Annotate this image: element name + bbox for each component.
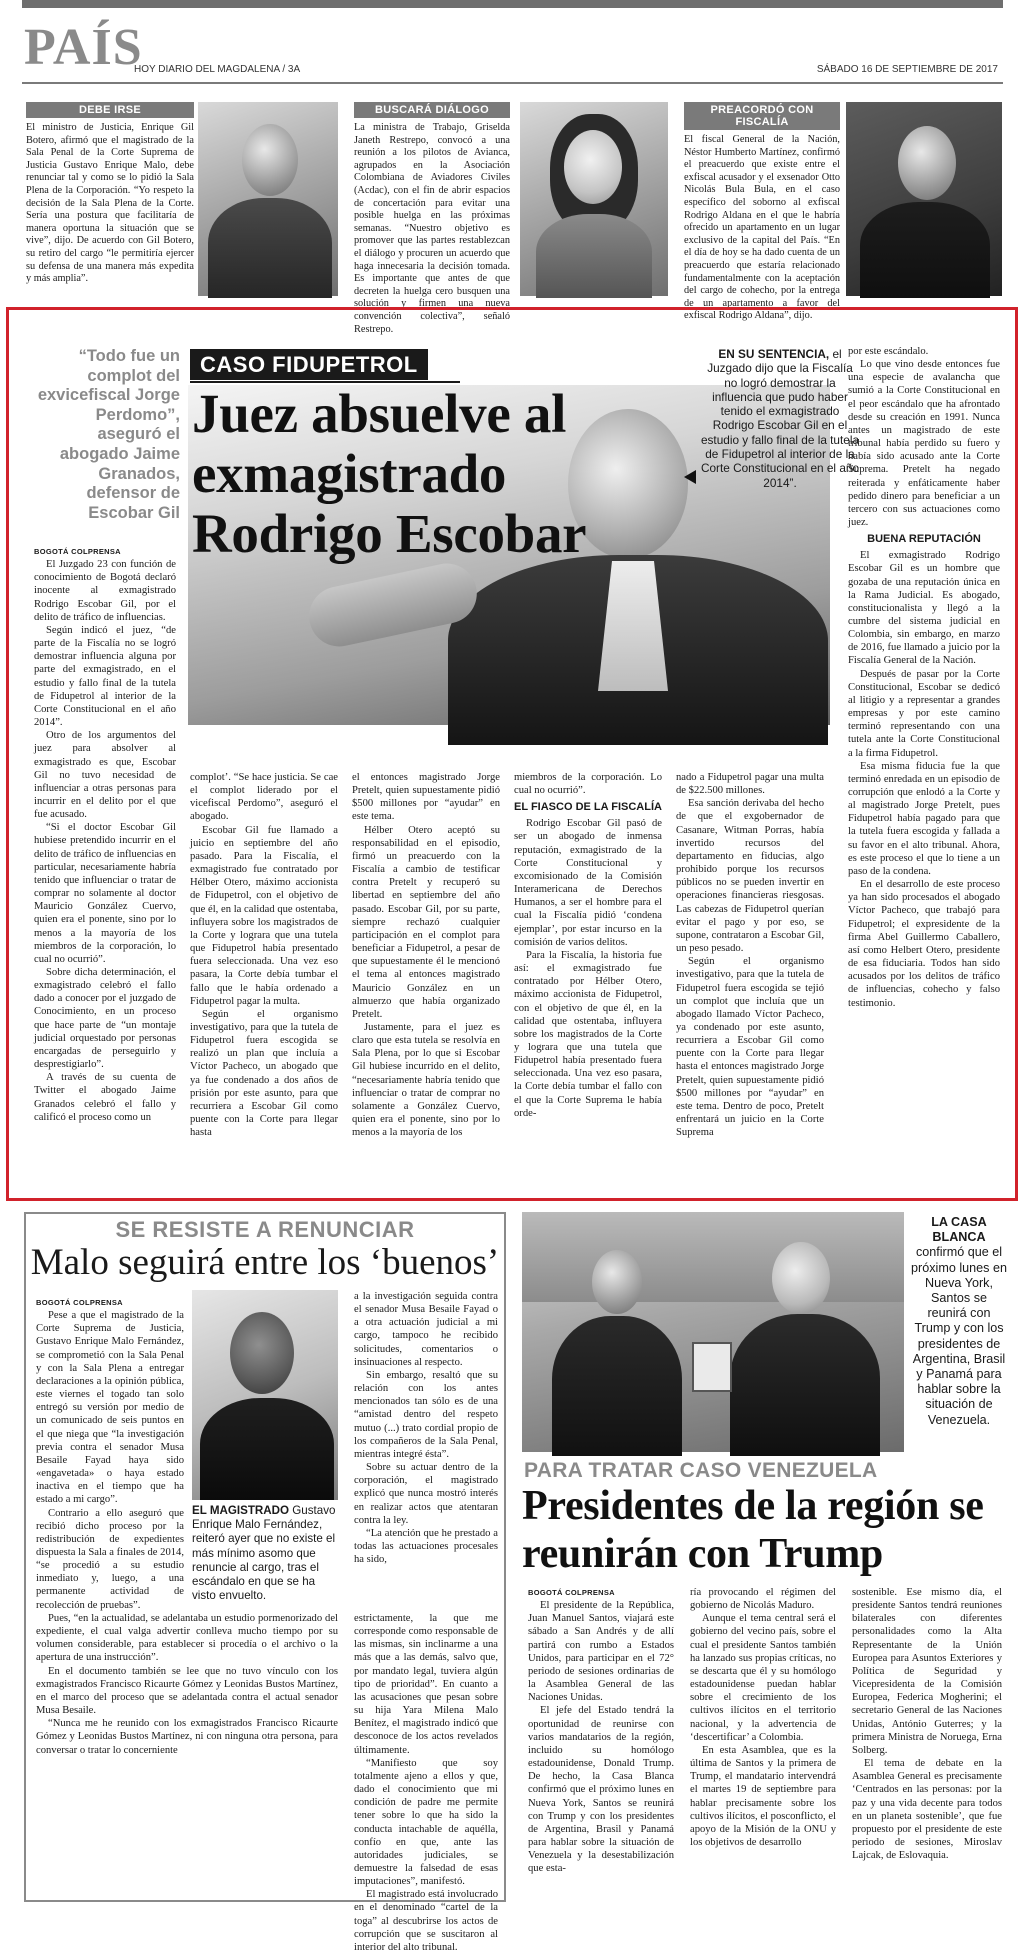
lead-column-2 — [190, 771, 338, 1195]
lead-headline: Juez absuelve al exmagistrado Rodrigo Escobar — [192, 383, 587, 564]
paragraph: ría provocando el régimen del gobierno de Nicolás Maduro. — [690, 1587, 836, 1612]
malo-column-3-lower — [354, 1612, 498, 1953]
photo-gustavo-malo — [192, 1290, 338, 1500]
malo-kicker: SE RESISTE A RENUNCIAR — [115, 1217, 415, 1242]
paragraph: En esta Asamblea, que es la última de Santos y la primera de Trump, el mandatario intervendrá el martes 19 de septiembre para hablar precisamente sobre los cultivos ilícitos, el posconflicto, el apoyo de la Misión de la ONU y los objetivos de desarrollo — [690, 1744, 836, 1848]
lead-photo-caption — [700, 347, 860, 490]
paragraph: Esa sanción derivaba del hecho de que el exgobernador de Casanare, Witman Porras, había invertido recursos del departamento en fiducias, algo prohibido porque los recursos públicos no se pueden invertir en operaciones financieras riesgosas. Las cabezas de Fidupetrol querían evitar el pago y por eso, se supone, contrataron a Escobar Gil, un peso pesado. — [676, 798, 824, 955]
paragraph: Sin embargo, resaltó que su relación con los antes mencionados tan sólo es de una “amistad dentro del respeto mutuo (...) trato cordial propio de los compañeros de la Sala Penal, mientras integré ésta”. — [354, 1369, 498, 1460]
caption-lead-in: LA CASA BLANCA — [931, 1215, 987, 1245]
paragraph: Según el organismo investigativo, para que la tutela de Fidupetrol fuera escogida se tejió un complot que incluía que un abogado llamado Víctor Pacheco, ya condenado por este asunto, recurriera a Escobar Gil como puente con la Corte para llegar hasta el entonces magistrado Jorge Pretelt, quien supuestamente pidió $500 millones por “ayudar” en este tema. Dentro de poco, Pretelt enfrentará un juicio en la Corte Suprema — [676, 956, 824, 1139]
brief-buscara-dialogo — [354, 102, 510, 336]
paragraph: “Nunca me he reunido con los exmagistrados Francisco Ricaurte Gómez y Leonidas Bustos Martínez, ni con ninguna otra persona, para conversar o tratar lo concerniente — [36, 1718, 338, 1756]
paragraph: A través de su cuenta de Twitter el abogado Jaime Granados celebró el fallo y calificó el proceso como un — [34, 1072, 176, 1123]
paragraph: Escobar Gil fue llamado a juicio en septiembre del año pasado. Para la Fiscalía, el exmagistrado fue contratado por Hélber Otero, máximo accionista de Fidupetrol, con el objetivo de que él, en la calidad que ostentaba, influyera sobre los magistrados de la Corte y lograra que una tutela que Fidupetrol había presentado fuera seleccionada. Una vez eso pasara, la Corte debía tumbar el fallo que le había ordenado a Fidupetrol pagar la multa. — [190, 824, 338, 1007]
top-rule — [22, 0, 1003, 8]
lead-column-5 — [676, 771, 824, 1195]
caption-pointer-icon — [684, 470, 696, 484]
trump-kicker: PARA TRATAR CASO VENEZUELA — [524, 1459, 878, 1482]
photo-fiscal-general — [846, 102, 1002, 296]
photo-santos-trump — [522, 1212, 904, 1452]
brief-kicker: BUSCARÁ DIÁLOGO — [354, 102, 510, 118]
paragraph: El jefe del Estado tendrá la oportunidad de reunirse con varios mandatarios de la región, incluido su homólogo estadounidense, Donald Trump. De hecho, la Casa Blanca confirmó que el próximo lunes en Nueva York, Santos se reunirá con Trump y con los presidentes de Argentina, Brasil y Panamá para hablar sobre la situación de Venezuela y la desestabilización que esta- — [528, 1705, 674, 1875]
paragraph: Pese a que el magistrado de la Corte Suprema de Justicia, Gustavo Enrique Malo Fernández, se comprometió con la Sala Penal y con la Sala Plena a entregar declaraciones a la opinión pública, este viernes el togado tan solo entregó su versión por medio de un comunicado de seis puntos en el que niega que “la investigación previa contra el senador Musa Besaile Fayad haya sido «engavetada» o haya estado inactiva en el tiempo que ha estado a mi cargo”. — [36, 1310, 184, 1506]
pull-quote: “Todo fue un complot del exvicefiscal Jorge Perdomo”, aseguró el abogado Jaime Granados, defensor de Escobar Gil — [37, 347, 180, 522]
brief-text: El fiscal General de la Nación, Néstor Humberto Martínez, confirmó el preacuerdo que existe entre el exfiscal acusador y el exsenador Otto Nicolás Bula Bula, en el caso específico del soborno al exfiscal Rodrigo Aldana en el que le habría ofrecido un apartamento en un lugar exclusivo de la capital del País. “En el día de hoy se ha dado cuenta de un preacuerdo que estaría relacionado fundamentalmente con la aceptación del cargo de cohecho, por la entrega de un apartamento a favor del exfiscal Rodrigo Aldana”, dijo. — [684, 134, 840, 322]
paragraph: Para la Fiscalía, la historia fue así: el exmagistrado fue contratado por Hélber Otero, máximo accionista de Fidupetrol, con el objetivo de que él, en la calidad que ostentaba, influyera sobre los magistrados de la Corte y lograra que una tutela que Fidupetrol había presentado fuera seleccionada. Una vez eso pasara, la Corte debía tumbar el fallo con el que la Corte Suprema le había orde- — [514, 949, 662, 1119]
paragraph: miembros de la corporación. Lo cual no ocurrió”. — [514, 772, 662, 797]
paper-name: HOY DIARIO DEL MAGDALENA / 3A — [134, 64, 301, 75]
paragraph: Lo que vino desde entonces fue una especie de avalancha que sumió a la Corte Constitucional en el peor escándalo que ha afrontado desde su creación en 1991. Nunca antes un magistrado de este tribunal había perdido su fuero y había sido acusado ante la Corte Suprema. Pretelt ha negado reiterada y enfáticamente haber pedido dinero para beneficiar a un tercero con sus actuaciones como juez. — [848, 359, 1000, 529]
paragraph: El magistrado está involucrado en el denominado “cartel de la toga” al descubrirse los actos de corrupción que se suscitaron al interior del alto tribunal. — [354, 1889, 498, 1953]
trump-column-3 — [852, 1586, 1002, 1902]
lead-column-4 — [514, 771, 662, 1195]
section-title: PAÍS — [24, 19, 143, 76]
lead-column-3 — [352, 771, 500, 1195]
paragraph: Después de pasar por la Corte Constitucional, Escobar se dedicó al litigio y a representar a grandes empresas y por este camino terminó representando con una tutela ante la Corte Constitucional a la firma Fidupetrol. — [848, 668, 1000, 759]
trump-headline: Presidentes de la región se reunirán con Trump — [522, 1483, 984, 1577]
paragraph: En el documento también se lee que no tuvo vínculo con los exmagistrados Francisco Ricaurte Gómez y Leonidas Bustos Martínez, en el marco del proceso que se adelantada contra el actual senador Musa Besaile. — [36, 1665, 338, 1717]
brief-debe-irse — [26, 102, 194, 286]
brief-text: El ministro de Justicia, Enrique Gil Botero, afirmó que el magistrado de la Sala Penal de la Corte Suprema de Justicia Gustavo Enrique Malo, debe renunciar tal y como se lo pidió la Sala Plena de la Corporación. “Yo respeto la decisión de la Sala Plena de la Corte. Sería una postura que facilitaría de manera oportuna la situación que se vive”, dijo. De acuerdo con Gil Botero, su retiro del cargo “le permitiría ejercer su defensa de una manera más expedita y más amplia”. — [26, 122, 194, 285]
caption-lead-in: EL MAGISTRADO — [192, 1504, 290, 1517]
issue-date: SÁBADO 16 DE SEPTIEMBRE DE 2017 — [816, 64, 998, 75]
paragraph: complot’. “Se hace justicia. Se cae el complot liderado por el vicefiscal Perdomo”, aseguró el abogado. — [190, 772, 338, 823]
brief-preacordo — [684, 102, 840, 323]
paragraph: Hélber Otero aceptó su responsabilidad en el episodio, firmó un preacuerdo con la Fiscalía a cambio de testificar contra Pretelt y recuperó su libertad en septiembre del año pasado. Escobar Gil, por su parte, siempre rechazó cualquier participación en el complot para beneficiar a Fidupetrol, a pesar de que supuestamente él le mencionó el tema al entonces magistrado Mauricio González en un almuerzo que había organizado Pretelt. — [352, 824, 500, 1020]
paragraph: El tema de debate en la Asamblea General es precisamente ‘Centrados en las personas: por la paz y una vida decente para todos en un planeta sostenible’, que fue propuesto por el presidente de este periodo de sesiones, Miroslav Lajcak, de Eslovaquia. — [852, 1758, 1002, 1862]
paragraph: a la investigación seguida contra el senador Musa Besaile Fayad o a otra actuación judicial a mi cargo, tampoco he recibido solicitudes, comentarios o insinuaciones al respecto. — [354, 1291, 498, 1368]
malo-headline: Malo seguirá entre los ‘buenos’ — [30, 1242, 500, 1283]
paragraph: por este escándalo. — [848, 346, 929, 357]
paragraph: Sobre dicha determinación, el exmagistrado celebró el fallo dado a conocer por el juzgado de Conocimiento, en un proceso que hace parte de “un montaje judicial orquestado por personas encargadas de perseguirlo y desprestigiarlo”. — [34, 967, 176, 1071]
malo-photo-caption — [192, 1504, 342, 1603]
paragraph: Contrario a ello aseguró que recibió dicho proceso por la redistribución de expedientes dispuesta la Sala a finales de 2014, “se procedió a su estudio inmediato y, luego, a una permanente actividad de recolección de pruebas”. — [36, 1507, 184, 1611]
paragraph: En el desarrollo de este proceso ya han sido procesados el abogado Víctor Pacheco, que trabajó para Fidupetrol; el expresidente de la firma Abel Guillermo Caballero, así como Helbert Otero, presidente de esa fiduciaria. Todos han sido acusados por los delitos de tráfico de influencias, cohecho y falso testimonio. — [848, 879, 1000, 1009]
malo-column-1-lower — [36, 1612, 338, 1896]
brief-kicker: PREACORDÓ CON FISCALÍA — [684, 102, 840, 130]
paragraph: Rodrigo Escobar Gil pasó de ser un abogado de inmensa reputación, exmagistrado de la Corte Constitucional y excomisionado de la Comisión Interamericana de Derechos Humanos, a ser el hombre para el cual la Fiscalía pidió ‘condena ejemplar’, por estar incurso en la comisión de varios delitos. — [514, 818, 662, 948]
trump-photo-caption — [910, 1215, 1008, 1428]
trump-column-2 — [690, 1586, 836, 1902]
caption-text: Gustavo Enrique Malo Fernández, reiteró ayer que no existe el más mínimo asomo que renuncie al cargo, tras el escándalo en que se ha visto envuelto. — [192, 1504, 336, 1603]
brief-kicker: DEBE IRSE — [26, 102, 194, 118]
paragraph: Sobre su actuar dentro de la corporación, el magistrado explicó que nunca mostró interés en realizar actos que atentaran contra la ley. — [354, 1462, 498, 1526]
paragraph: “La atención que he prestado a todas las actuaciones procesales ha sido, — [354, 1527, 498, 1566]
lead-column-1 — [34, 545, 176, 1195]
malo-column-1 — [36, 1296, 184, 1611]
subheading-fiasco: EL FIASCO DE LA FISCALÍA — [514, 801, 662, 814]
byline: BOGOTÁ COLPRENSA — [34, 547, 121, 556]
photo-minister-justice — [198, 102, 338, 296]
paragraph: Pues, “en la actualidad, se adelantaba un estudio pormenorizado del expediente, el cual valga advertir conlleva mucho tiempo por su volumen considerable, para establecer si procedía o el archivo o la apertura de una instrucción”. — [36, 1613, 338, 1664]
paragraph: El presidente de la República, Juan Manuel Santos, viajará este sábado a San Andrés y de allí partirá con rumbo a Estados Unidos, para participar en el 72° periodo de sesiones ordinarias de la Asamblea General de las Naciones Unidas. — [528, 1600, 674, 1704]
lead-kicker: CASO FIDUPETROL — [190, 349, 428, 380]
paragraph: sostenible. Ese mismo día, el presidente Santos tendrá reuniones bilaterales con diferentes personalidades como la Alta Representante de la Unión Europea para Asuntos Exteriores y Política de Seguridad y Vicepresidenta de la Comisión Europea, Federica Mogherini; el secretario General de las Naciones Unidas, António Guterres; y la primera Ministra de Noruega, Erna Solberg. — [852, 1587, 1002, 1756]
photo-minister-labor — [520, 102, 668, 296]
caption-lead-in: EN SU SENTENCIA, — [718, 347, 830, 361]
paragraph: Otro de los argumentos del juez para absolver al exmagistrado es que, Escobar Gil no tuvo necesidad de influenciar a otras personas para incurrir en el delito por el que fue acusado. — [34, 730, 176, 821]
paragraph: El Juzgado 23 con función de conocimiento de Bogotá declaró inocente al exmagistrado Rodrigo Escobar Gil, por el delito de tráfico de influencias. — [34, 559, 176, 623]
brief-text: La ministra de Trabajo, Griselda Janeth Restrepo, convocó a una reunión a los pilotos de Avianca, agrupados en la Asociación Colombiana de Aviadores Civiles (Acdac), con el fin de abrir espacios de concertación para evitar una posible huelga en las próximas semanas. “Nuestro objetivo es promover que las partes restablezcan el diálogo y procuren un acuerdo que haga innecesaria la decisión tomada. Es importante que antes de que decreten la huelga cero busquen una solución y firmen una nueva convención colectiva”, señaló Restrepo. — [354, 122, 510, 335]
caption-text: el Juzgado dijo que la Fiscalía no logró demostrar la influencia que pudo haber tenido el exmagistrado Rodrigo Escobar Gil en el estudio y fallo final de la tutela de Fidupetrol al interior de la Corte Constitucional en el año 2014”. — [700, 347, 860, 490]
subheading-buena-reputacion: BUENA REPUTACIÓN — [867, 533, 981, 546]
masthead-rule — [22, 82, 1003, 84]
paragraph: Esa misma fiducia fue la que terminó enredada en un episodio de corrupción que enlodó a la Corte y al magistrado Jorge Pretelt, pues Fidupetrol había pagado para que la tutela fuera escogida y fallada a su favor en el alto tribunal. Ahora, es este proceso el que lo tiene a un paso de la condena. — [848, 760, 1000, 877]
paragraph: Justamente, para el juez es claro que esta tutela se resolvía en Sala Plena, por lo que si Escobar Gil hubiese incurrido en el delito, “necesariamente habría tenido que influenciar o tratar de comprar no solamente a González Cuervo, quien era el ponente, sino por lo menos a la mayoría de los — [352, 1021, 500, 1139]
paragraph: Aunque el tema central será el gobierno del vecino país, sobre el cual el presidente Santos también ha lanzado sus propias críticas, no se descarta que él y su homólogo estadounidense puedan hablar sobre el crecimiento de los cultivos ilícitos en el territorio nacional, y la advertencia de ‘descertificar’ a Colombia. — [690, 1613, 836, 1743]
paragraph: “Manifiesto que soy totalmente ajeno a ellos y que, dado el conocimiento que mi condición de padre me permite tener sobre lo que ha sido la conducta intachable de aquélla, confío en que, ante las autoridades judiciales, se demuestre la falsedad de esas imputaciones”, manifestó. — [354, 1757, 498, 1888]
paragraph: Según indicó el juez, “de parte de la Fiscalía no se logró demostrar influencia alguna por parte del exmagistrado, en el estudio y fallo final de la tutela de Fidupetrol al interior de la Corte Constitucional en el año 2014”. — [34, 624, 176, 729]
paragraph: estrictamente, la que me corresponde como responsable de las mismas, sin inclinarme a una más que a las demás, salvo que, por mandato legal, tuviera algún tipo de prioridad”. En cuanto a las acusaciones que pesan sobre su hija Yara Milena Malo Benítez, el magistrado indicó que desconoce de los actos revelados últimamente. — [354, 1613, 498, 1756]
paragraph: Según el organismo investigativo, para que la tutela de Fidupetrol fuera escogida se realizó un plan que incluía a Víctor Pacheco, un abogado que ya fue condenado a dos años de prisión por este asunto, para que recurriera a Escobar Gil como puente con la Corte para llegar hasta — [190, 1008, 338, 1139]
paragraph: El exmagistrado Rodrigo Escobar Gil es un hombre que gozaba de una reputación única en la Rama Judicial. Es abogado, constitucionalista y llegó a la cumbre del sistema judicial en Colombia, sin embargo, en marzo de 2016, fue llamado a juicio por la Fiscalía General de la Nación. — [848, 550, 1000, 667]
paragraph: el entonces magistrado Jorge Pretelt, quien supuestamente pidió $500 millones por “ayudar” en este tema. — [352, 772, 500, 823]
lead-column-6 — [848, 345, 1000, 1195]
caption-text: confirmó que el próximo lunes en Nueva York, Santos se reunirá con Trump y con los presidentes de Argentina, Brasil y Panamá para hablar sobre la situación de Venezuela. — [911, 1245, 1007, 1427]
byline: BOGOTÁ COLPRENSA — [528, 1588, 615, 1597]
trump-column-1 — [528, 1586, 674, 1902]
byline: BOGOTÁ COLPRENSA — [36, 1298, 123, 1307]
paragraph: nado a Fidupetrol pagar una multa de $22.500 millones. — [676, 772, 824, 797]
paragraph: “Si el doctor Escobar Gil hubiese pretendido incurrir en el delito de tráfico de influencias en particular, necesariamente habría tenido que influenciar o tratar de comprar no solamente al doctor Mauricio González Cuervo, quien era el ponente, sino por lo menos a la mayoría de los miembros de la corporación, lo cual no ocurrió”. — [34, 822, 176, 965]
malo-column-3 — [354, 1290, 498, 1610]
